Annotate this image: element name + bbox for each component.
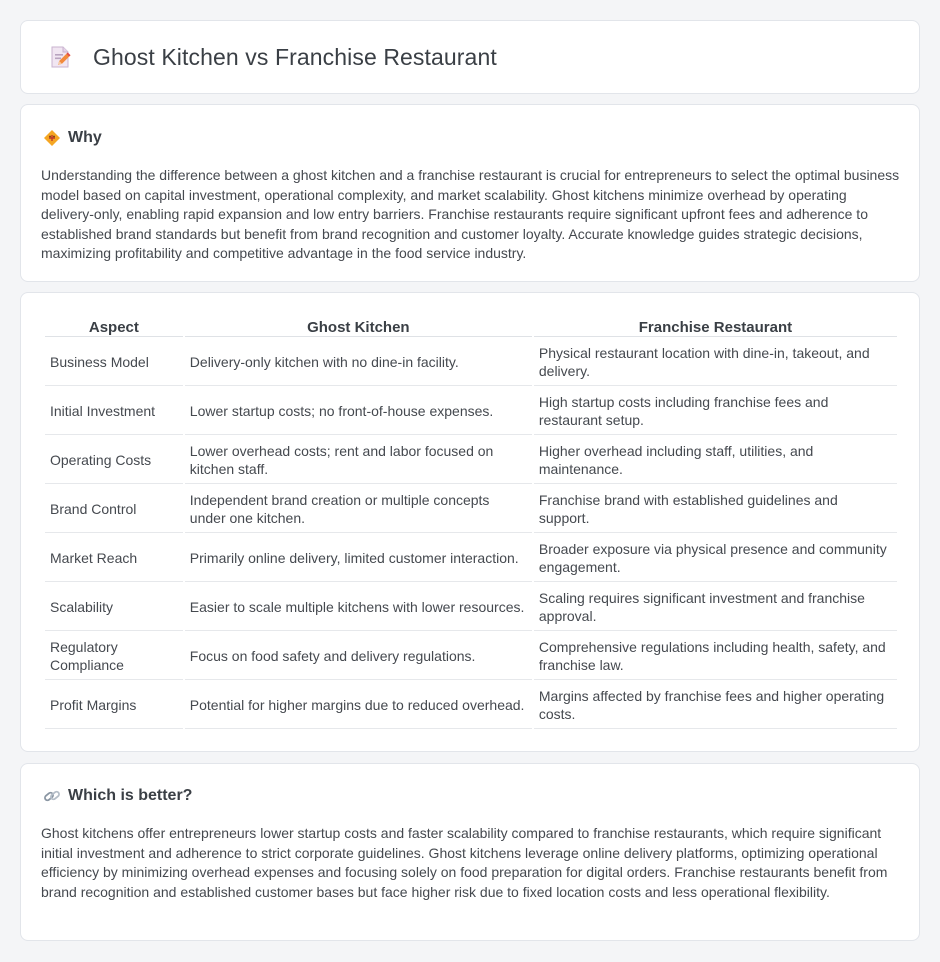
franchise-cell: Broader exposure via physical presence and community engagement.: [534, 535, 897, 582]
ghost-kitchen-cell: Independent brand creation or multiple concepts under one kitchen.: [185, 486, 532, 533]
ghost-kitchen-cell: Potential for higher margins due to reduced overhead.: [185, 682, 532, 729]
header-franchise-restaurant: Franchise Restaurant: [534, 317, 897, 337]
franchise-cell: High startup costs including franchise fees and restaurant setup.: [534, 388, 897, 435]
aspect-cell: Brand Control: [45, 486, 183, 533]
table-row: [45, 584, 897, 631]
table-row: [45, 486, 897, 533]
aspect-cell: Scalability: [45, 584, 183, 631]
table-row: [45, 388, 897, 435]
ghost-kitchen-cell: Lower startup costs; no front-of-house expenses.: [185, 388, 532, 435]
comparison-table: [43, 315, 899, 731]
diamond-signal-icon: [43, 129, 61, 147]
header-card: [20, 20, 920, 94]
aspect-cell: Regulatory Compliance: [45, 633, 183, 680]
ghost-kitchen-cell: Delivery-only kitchen with no dine-in facility.: [185, 339, 532, 386]
better-heading: [43, 787, 192, 805]
table-row: [45, 682, 897, 729]
aspect-cell: Market Reach: [45, 535, 183, 582]
ghost-kitchen-cell: Easier to scale multiple kitchens with lower resources.: [185, 584, 532, 631]
aspect-cell: Business Model: [45, 339, 183, 386]
better-text: Ghost kitchens offer entrepreneurs lower startup costs and faster scalability compared to franchise restaurants, which require significant initial investment and adherence to strict corporate guidelines. Ghost kitchens leverage online delivery platforms, optimizing operational efficiency by minimizing overhead expenses and focusing solely on food preparation for digital orders. Franchise restaurants benefit from brand recognition and established customer bases but face higher risk due to fixed location costs and less operational flexibility.: [41, 825, 888, 900]
better-title: Which is better?: [68, 787, 193, 804]
header-aspect: Aspect: [45, 317, 183, 337]
page-title: Ghost Kitchen vs Franchise Restaurant: [93, 43, 497, 70]
aspect-cell: Profit Margins: [45, 682, 183, 729]
comparison-card: [20, 292, 920, 752]
header-ghost-kitchen: Ghost Kitchen: [185, 317, 532, 337]
table-row: [45, 535, 897, 582]
franchise-cell: Franchise brand with established guidelines and support.: [534, 486, 897, 533]
table-header-row: [45, 317, 897, 337]
which-is-better-section: [20, 763, 920, 941]
franchise-cell: Physical restaurant location with dine-in, takeout, and delivery.: [534, 339, 897, 386]
ghost-kitchen-cell: Lower overhead costs; rent and labor focused on kitchen staff.: [185, 437, 532, 484]
ghost-kitchen-cell: Primarily online delivery, limited customer interaction.: [185, 535, 532, 582]
link-icon: [43, 787, 61, 805]
why-text: Understanding the difference between a ghost kitchen and a franchise restaurant is crucial for entrepreneurs to select the optimal business model based on capital investment, operational complexity, and market scalability. Ghost kitchens minimize overhead by operating delivery-only, enabling rapid expansion and low entry barriers. Franchise restaurants require significant upfront fees and adherence to established brand standards but benefit from brand recognition and customer loyalty. Accurate knowledge guides strategic decisions, maximizing profitability and competitive advantage in the food service industry.: [41, 167, 900, 262]
table-row: [45, 633, 897, 680]
franchise-cell: Scaling requires significant investment and franchise approval.: [534, 584, 897, 631]
franchise-cell: Margins affected by franchise fees and higher operating costs.: [534, 682, 897, 729]
franchise-cell: Comprehensive regulations including health, safety, and franchise law.: [534, 633, 897, 680]
why-section: [20, 104, 920, 282]
document-pencil-icon: [47, 44, 73, 70]
aspect-cell: Initial Investment: [45, 388, 183, 435]
table-row: [45, 339, 897, 386]
franchise-cell: Higher overhead including staff, utilities, and maintenance.: [534, 437, 897, 484]
why-heading: [43, 129, 102, 147]
aspect-cell: Operating Costs: [45, 437, 183, 484]
why-title: Why: [68, 129, 102, 146]
table-row: [45, 437, 897, 484]
ghost-kitchen-cell: Focus on food safety and delivery regulations.: [185, 633, 532, 680]
